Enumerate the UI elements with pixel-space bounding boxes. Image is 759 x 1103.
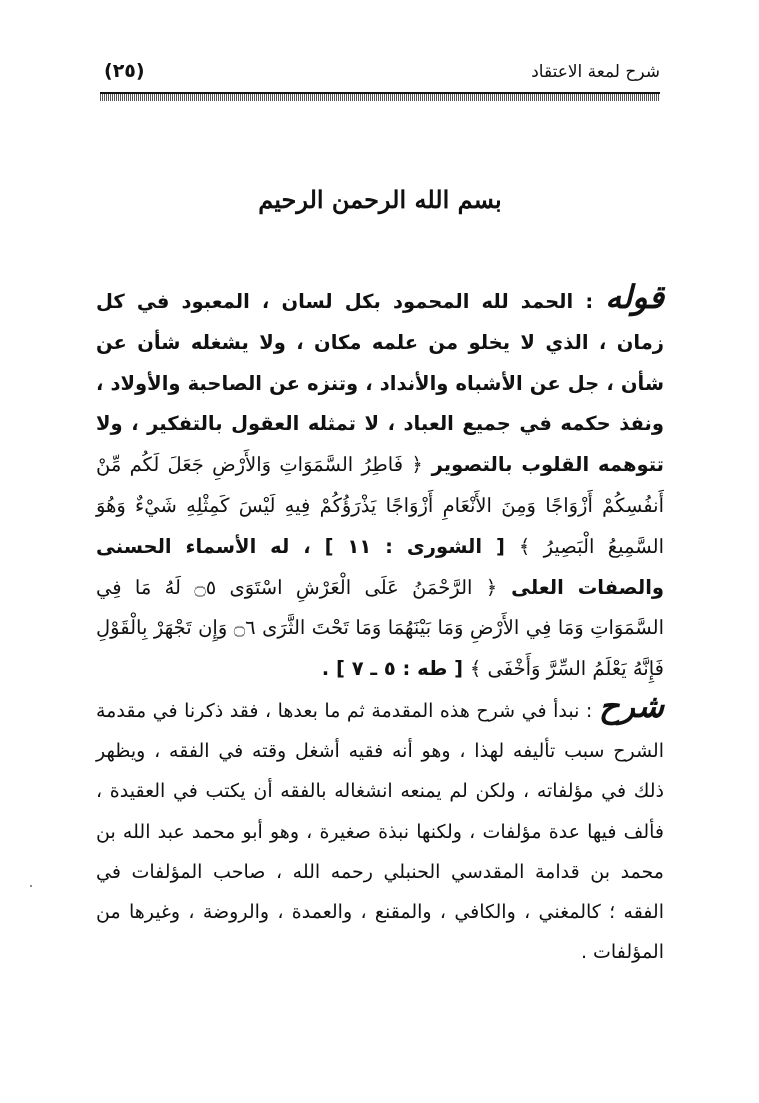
verse-reference-taha: [ طه : ٥ ـ ٧ ] .: [321, 657, 464, 681]
verse-reference-shura: [ الشورى : ١١ ]: [324, 534, 505, 558]
commentary-text: [96, 687, 664, 972]
qawl-lead-word: قوله: [605, 278, 664, 316]
margin-speck: [30, 885, 32, 887]
page-number: (٢٥): [104, 60, 145, 82]
author-text-part2: ، له الأسماء الحسنى والصفات العلى: [96, 534, 664, 599]
book-title: شرح لمعة الاعتقاد: [531, 62, 660, 82]
quran-verse-shura: ﴿ فَاطِرُ السَّمَوَاتِ وَالأَرْضِ جَعَلَ لَكُم مِّنْ أَنفُسِكُمْ أَزْوَاجًا وَمِنَ الأَنْعَامِ أَزْوَاجًا يَذْرَؤُكُمْ فِيهِ لَيْسَ كَمِثْلِهِ شَيْءٌ وَهُوَ السَّمِيعُ الْبَصِيرُ ﴾: [96, 453, 664, 558]
author-text: [96, 278, 664, 690]
quran-verse-taha: ﴿ الرَّحْمَنُ عَلَى الْعَرْشِ اسْتَوَى ۝٥ لَهُ مَا فِي السَّمَوَاتِ وَمَا فِي الأَرْضِ وَمَا بَيْنَهُمَا وَمَا تَحْتَ الثَّرَى ۝٦ وَإِن تَجْهَرْ بِالْقَوْلِ فَإِنَّهُ يَعْلَمُ السِّرَّ وَأَخْفَى ﴾: [96, 575, 664, 681]
commentary-body: : نبدأ في شرح هذه المقدمة ثم ما بعدها ، فقد ذكرنا في مقدمة الشرح سبب تأليفه لهذا ، وهو أنه فقيه أشغل وقته في الفقه ، ويظهر ذلك في مؤلفاته ، ولكن لم يمنعه انشغاله بالفقه أن يكتب في العقيدة ، فألف فيها عدة مؤلفات ، ولكنها نبذة صغيرة ، وهو أبو محمد عبد الله بن محمد بن قدامة المقدسي الحنبلي رحمه الله ، صاحب المؤلفات في الفقه ؛ كالمغني ، والكافي ، والمقنع ، والعمدة ، والروضة ، وغيرها من المؤلفات .: [96, 700, 664, 964]
running-header: [100, 62, 660, 88]
sharh-lead-word: شرح: [598, 687, 664, 725]
basmala: بسم الله الرحمن الرحيم: [258, 185, 502, 214]
author-text-part1: : الحمد لله المحمود بكل لسان ، المعبود في كل زمان ، الذي لا يخلو من علمه مكان ، ولا يشغله شأن عن شأن ، جل عن الأشباه والأنداد ، وتنزه عن الصاحبة والأولاد ، ونفذ حكمه في جميع العباد ، لا تمثله العقول بالتفكير ، ولا تتوهمه القلوب بالتصوير: [96, 290, 664, 477]
header-divider: [100, 92, 660, 101]
